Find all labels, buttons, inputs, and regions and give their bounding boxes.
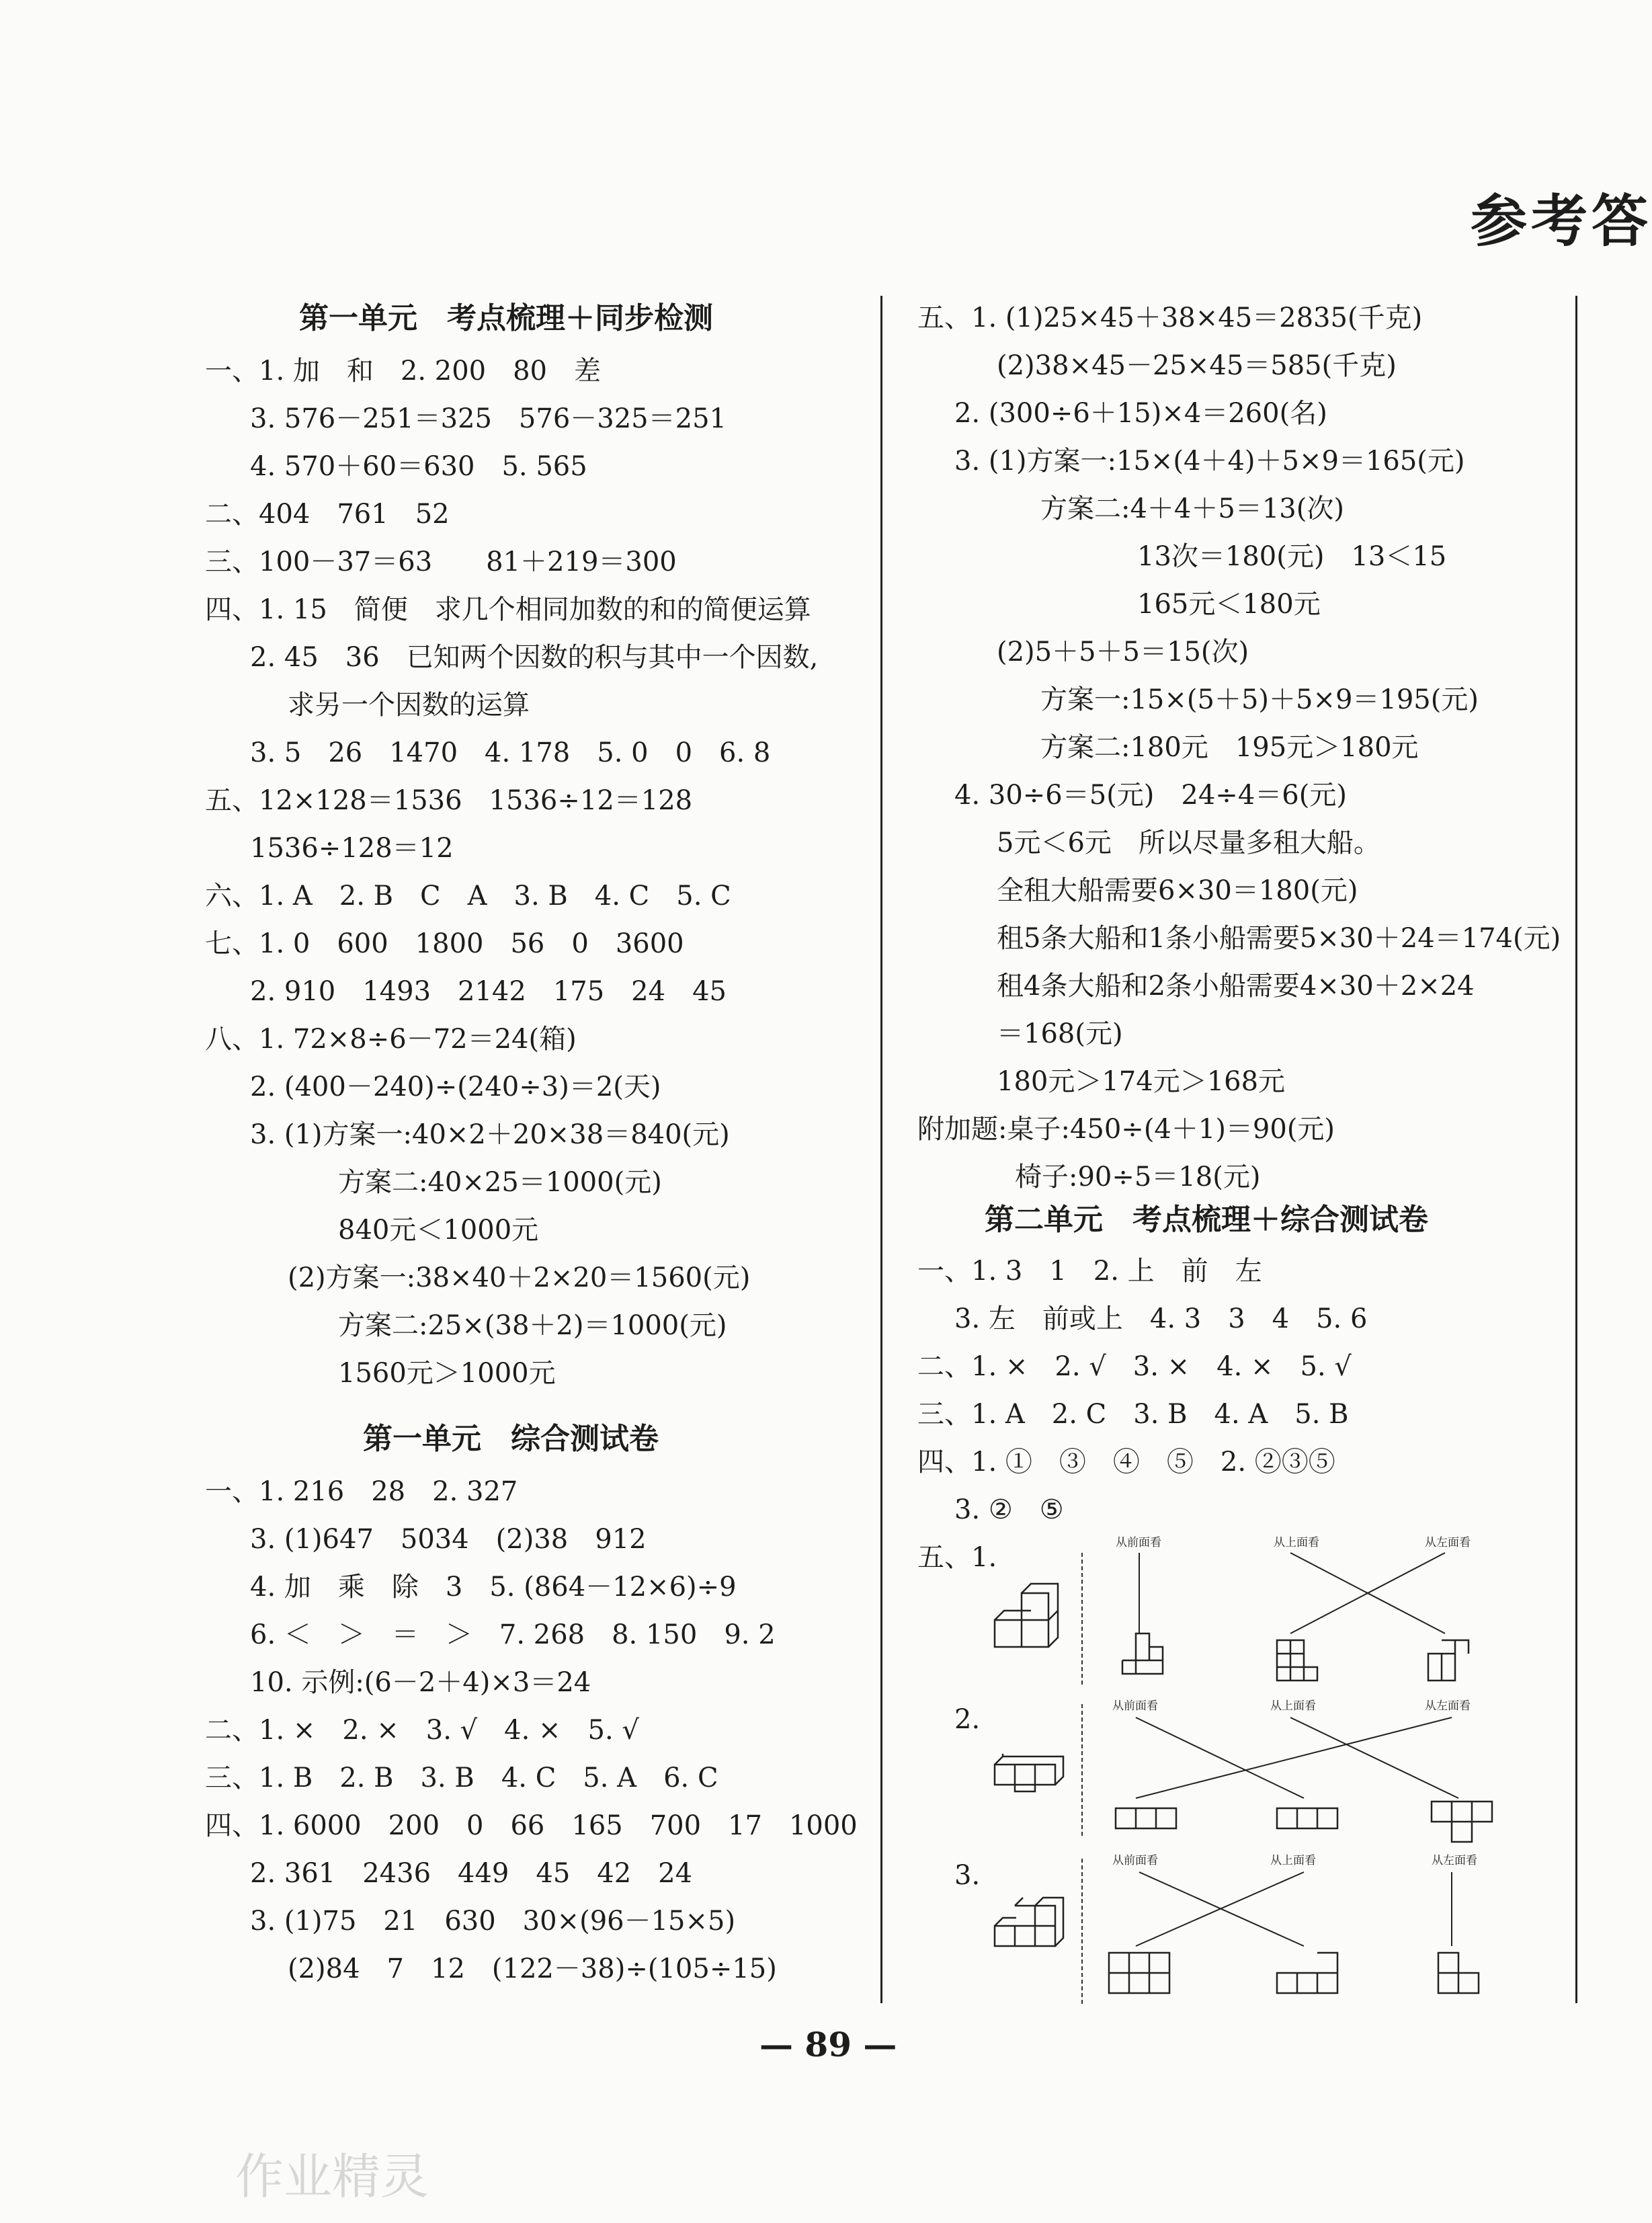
view-label-left: 从左面看 (1432, 1854, 1477, 1867)
answer-line: 方案二:40×25＝1000(元) (338, 1167, 662, 1198)
cube-stack-icon (995, 1754, 1063, 1791)
answer-line: (2)方案一:38×40＋2×20＝1560(元) (288, 1262, 751, 1293)
answer-line: 3. 576－251＝325 576－325＝251 (250, 403, 727, 434)
cube-stack-icon (995, 1584, 1058, 1647)
answer-line: 4. 加 乘 除 3 5. (864－12×6)÷9 (250, 1572, 737, 1603)
answer-line: 10. 示例:(6－2＋4)×3＝24 (250, 1667, 591, 1698)
answer-line: 6. ＜ ＞ ＝ ＞ 7. 268 8. 150 9. 2 (250, 1619, 776, 1650)
answer-line: 2. 361 2436 449 45 42 24 (250, 1858, 693, 1889)
column-divider-left (880, 296, 882, 2003)
answer-line: 一、1. 加 和 2. 200 80 差 (205, 356, 602, 387)
answer-line: (2)38×45－25×45＝585(千克) (997, 350, 1397, 381)
item-label: 3. (954, 1860, 981, 1891)
answer-line: ＝168(元) (997, 1018, 1123, 1049)
answer-line: 五、1. (1)25×45＋38×45＝2835(千克) (917, 302, 1423, 333)
answer-line: 840元＜1000元 (338, 1215, 539, 1246)
answer-line: 三、100－37＝63 81＋219＝300 (205, 547, 677, 577)
answer-line: (2)5＋5＋5＝15(次) (997, 637, 1249, 668)
answer-line: 3. (1)75 21 630 30×(96－15×5) (250, 1906, 736, 1937)
answer-line: 七、1. 0 600 1800 56 0 3600 (205, 928, 684, 959)
answer-line: 3. 左 前或上 4. 3 3 4 5. 6 (954, 1303, 1368, 1334)
answer-line: 3. (1)647 5034 (2)38 912 (250, 1524, 647, 1555)
answer-line: 五、12×128＝1536 1536÷12＝128 (205, 785, 693, 816)
answer-line: 180元＞174元＞168元 (997, 1066, 1286, 1097)
answer-line: 1536÷128＝12 (250, 833, 454, 864)
answer-line: 全租大船需要6×30＝180(元) (997, 875, 1358, 906)
watermark: 作业精灵 (235, 2148, 429, 2205)
answer-line: 求另一个因数的运算 (288, 690, 530, 721)
answer-line: 13次＝180(元) 13＜15 (1137, 541, 1447, 572)
answer-line: 四、1. 15 简便 求几个相同加数的和的简便运算 (205, 594, 811, 625)
view-matching-figure-1 (988, 1533, 1539, 1694)
view-label-top: 从上面看 (1270, 1699, 1316, 1713)
item-label: 2. (954, 1704, 981, 1735)
view-label-top: 从上面看 (1274, 1536, 1319, 1549)
answer-line: 3. ② ⑤ (954, 1494, 1064, 1525)
section-heading-unit1-test: 第一单元 综合测试卷 (363, 1422, 659, 1456)
item-label: 五、1. (917, 1542, 997, 1573)
answer-line: 2. 45 36 已知两个因数的积与其中一个因数, (250, 642, 819, 673)
answer-line: 2. 910 1493 2142 175 24 45 (250, 976, 727, 1007)
answer-line: 5元＜6元 所以尽量多租大船。 (997, 827, 1380, 858)
view-label-front: 从前面看 (1116, 1536, 1161, 1549)
view-label-top: 从上面看 (1270, 1854, 1316, 1867)
answer-line: 六、1. A 2. B C A 3. B 4. C 5. C (205, 881, 731, 912)
page-title: 参考答 (1471, 188, 1652, 254)
answer-line: 方案二:180元 195元＞180元 (1040, 732, 1419, 763)
answer-line: 一、1. 3 1 2. 上 前 左 (917, 1256, 1262, 1287)
answer-line: 四、1. 6000 200 0 66 165 700 17 1000 (205, 1810, 858, 1841)
view-label-front: 从前面看 (1112, 1699, 1158, 1713)
answer-line: 三、1. B 2. B 3. B 4. C 5. A 6. C (205, 1763, 718, 1793)
answer-line: 一、1. 216 28 2. 327 (205, 1476, 518, 1507)
answer-line: 2. (400－240)÷(240÷3)＝2(天) (250, 1072, 661, 1102)
answer-line: 1560元＞1000元 (338, 1358, 556, 1389)
answer-line: 三、1. A 2. C 3. B 4. A 5. B (917, 1399, 1349, 1430)
answer-line: 椅子:90÷5＝18(元) (1015, 1162, 1261, 1193)
answer-line: (2)84 7 12 (122－38)÷(105÷15) (288, 1953, 777, 1984)
view-label-front: 从前面看 (1112, 1854, 1158, 1867)
answer-line: 4. 30÷6＝5(元) 24÷4＝6(元) (954, 780, 1347, 811)
answer-line: 二、404 761 52 (205, 499, 450, 530)
answer-line: 二、1. × 2. × 3. √ 4. × 5. √ (205, 1715, 639, 1746)
answer-line: 租5条大船和1条小船需要5×30＋24＝174(元) (997, 923, 1561, 954)
section-heading-unit2: 第二单元 考点梳理＋综合测试卷 (985, 1203, 1428, 1237)
cube-stack-icon (995, 1898, 1063, 1946)
answer-line: 3. 5 26 1470 4. 178 5. 0 0 6. 8 (250, 737, 771, 768)
view-label-left: 从左面看 (1425, 1536, 1471, 1549)
column-divider-right (1575, 296, 1577, 2003)
answer-line: 四、1. ① ③ ④ ⑤ 2. ②③⑤ (917, 1447, 1335, 1478)
answer-line: 165元＜180元 (1137, 589, 1321, 620)
section-heading-unit1-review: 第一单元 考点梳理＋同步检测 (299, 301, 713, 335)
answer-line: 二、1. × 2. √ 3. × 4. × 5. √ (917, 1351, 1352, 1382)
view-matching-figure-2 (988, 1697, 1539, 1845)
answer-line: 八、1. 72×8÷6－72＝24(箱) (205, 1024, 577, 1055)
answer-line: 方案二:25×(38＋2)＝1000(元) (338, 1310, 727, 1341)
answer-line: 方案二:4＋4＋5＝13(次) (1040, 493, 1344, 524)
answer-line: 2. (300÷6＋15)×4＝260(名) (954, 398, 1327, 429)
answer-line: 3. (1)方案一:40×2＋20×38＝840(元) (250, 1119, 730, 1150)
view-label-left: 从左面看 (1425, 1699, 1471, 1713)
answer-line: 附加题:桌子:450÷(4＋1)＝90(元) (917, 1114, 1335, 1145)
answer-line: 4. 570＋60＝630 5. 565 (250, 451, 587, 482)
answer-line: 3. (1)方案一:15×(4＋4)＋5×9＝165(元) (954, 446, 1465, 477)
answer-line: 方案一:15×(5＋5)＋5×9＝195(元) (1040, 684, 1479, 715)
view-matching-figure-3 (988, 1852, 1539, 2013)
answer-line: 租4条大船和2条小船需要4×30＋2×24 (997, 971, 1475, 1002)
page-number: — 89 — (759, 2025, 897, 2064)
